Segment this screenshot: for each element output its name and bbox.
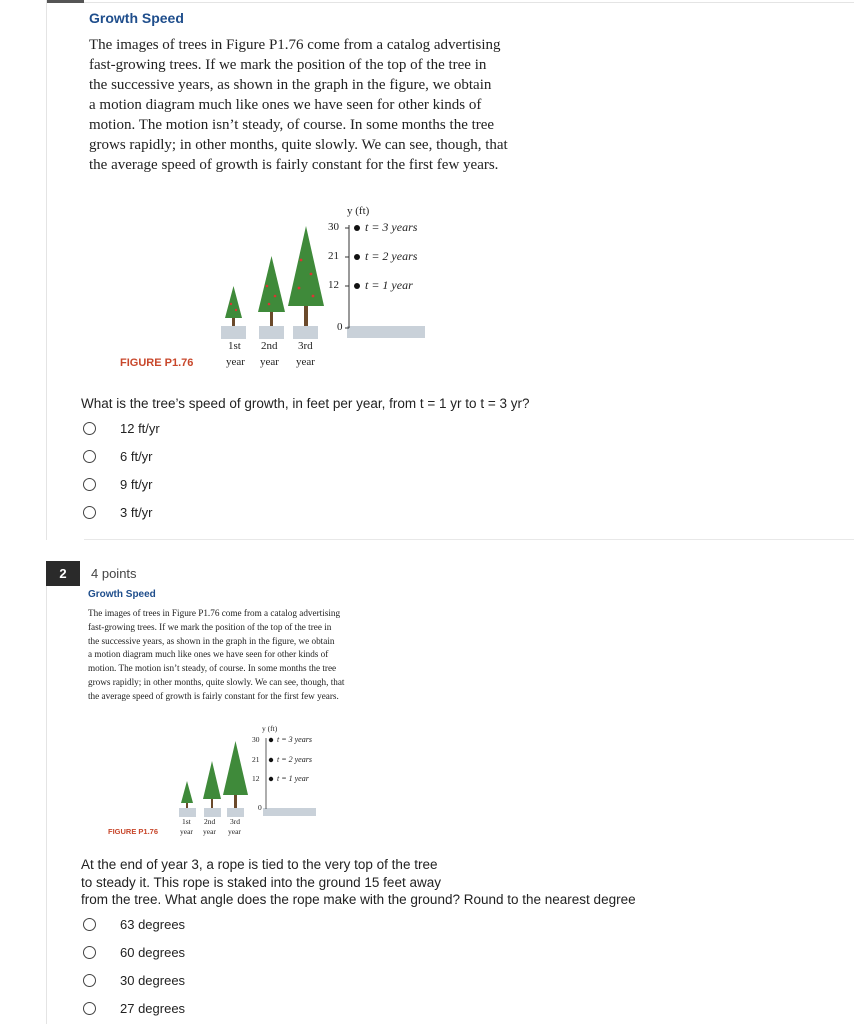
motion-point — [269, 758, 273, 762]
tree-year-3-icon — [223, 741, 248, 808]
ground-strip — [347, 326, 425, 338]
q1-figure — [115, 200, 435, 380]
q2-option[interactable] — [83, 917, 185, 932]
q1-year-label: year — [260, 356, 279, 368]
q1-paragraph-line: grows rapidly; in other months, quite slowly. We can see, though, that — [89, 137, 508, 153]
q2-paragraph-line: The images of trees in Figure P1.76 come from a catalog advertising — [88, 608, 341, 618]
q2-option[interactable] — [83, 973, 185, 988]
radio-button[interactable] — [83, 918, 96, 931]
q1-heading: Growth Speed — [89, 10, 184, 26]
q1-paragraph-line: fast-growing trees. If we mark the position of the top of the tree in — [89, 57, 487, 73]
q2-points: 4 points — [91, 566, 137, 581]
q2-paragraph-line: grows rapidly; in other months, quite slowly. We can see, though, that — [88, 676, 345, 687]
q2-year-label: 3rd — [230, 817, 240, 826]
q1-paragraph-line: The images of trees in Figure P1.76 come from a catalog advertising — [89, 37, 501, 53]
q2-year-label: 1st — [182, 817, 191, 826]
q1-paragraph-line: motion. The motion isn’t steady, of course. In some months the tree — [89, 117, 495, 133]
q2-option-label: 30 degrees — [120, 973, 186, 988]
q1-point-label: t = 1 year — [365, 278, 413, 292]
q2-option[interactable] — [83, 1001, 185, 1016]
q2-tick-label: 30 — [252, 735, 260, 744]
ground-strip — [263, 808, 316, 816]
q1-figure-label: FIGURE P1.76 — [120, 357, 194, 369]
q2-tick-label: 21 — [252, 755, 260, 764]
q2-figure-label: FIGURE P1.76 — [108, 827, 159, 836]
motion-point — [269, 738, 273, 742]
q2-question-line: At the end of year 3, a rope is tied to the very top of the tree — [81, 857, 438, 872]
q1-option-label: 6 ft/yr — [120, 449, 153, 464]
q1-tick-label: 0 — [337, 321, 343, 333]
q1-option-label: 9 ft/yr — [120, 477, 153, 492]
q2-tick-label: 12 — [252, 774, 260, 783]
q2-figure — [100, 724, 340, 844]
q1-option[interactable] — [83, 449, 153, 464]
radio-button[interactable] — [83, 506, 96, 519]
q1-option[interactable] — [83, 477, 153, 492]
q1-option[interactable] — [83, 505, 153, 520]
q1-paragraph — [89, 35, 547, 175]
q2-tick-label: 0 — [258, 803, 262, 812]
question-number-badge: 2 — [46, 561, 80, 586]
ground-tile — [221, 326, 246, 339]
radio-button[interactable] — [83, 974, 96, 987]
q2-question-text — [81, 856, 636, 909]
ground-tile — [204, 808, 221, 817]
q2-year-label: year — [228, 827, 241, 836]
q2-paragraph — [88, 607, 400, 704]
q1-year-label: 1st — [228, 340, 241, 352]
q2-heading: Growth Speed — [88, 589, 156, 600]
q2-year-label: year — [180, 827, 193, 836]
q2-paragraph-line: the average speed of growth is fairly constant for the first few years. — [88, 690, 339, 701]
motion-point — [354, 225, 360, 231]
q2-question-line: from the tree. What angle does the rope make with the ground? Round to the nearest degree — [81, 892, 636, 907]
ground-tile — [179, 808, 196, 817]
q1-tick-label: 12 — [328, 279, 339, 291]
q1-paragraph-line: the successive years, as shown in the graph in the figure, we obtain — [89, 77, 492, 93]
motion-point — [354, 254, 360, 260]
question-1-border — [46, 0, 47, 540]
tree-year-2-icon — [258, 256, 285, 326]
q1-paragraph-line: a motion diagram much like ones we have seen for other kinds of — [89, 97, 482, 113]
motion-point — [354, 283, 360, 289]
q2-axis-label: y (ft) — [262, 724, 278, 733]
q2-paragraph-line: fast-growing trees. If we mark the position of the top of the tree in — [88, 621, 332, 632]
question-top-rule — [84, 2, 854, 3]
q1-option-label: 12 ft/yr — [120, 421, 160, 436]
q2-paragraph-line: a motion diagram much like ones we have seen for other kinds of — [88, 649, 329, 660]
q2-paragraph-line: the successive years, as shown in the graph in the figure, we obtain — [88, 635, 335, 646]
ground-tile — [293, 326, 318, 339]
q2-point-label: t = 3 years — [277, 735, 312, 744]
q1-point-label: t = 2 years — [365, 249, 418, 263]
question-2-border — [46, 561, 47, 1024]
q1-option-label: 3 ft/yr — [120, 505, 153, 520]
q1-option[interactable] — [83, 421, 160, 436]
question-divider — [84, 539, 854, 540]
q1-question-text: What is the tree’s speed of growth, in feet per year, from t = 1 yr to t = 3 yr? — [81, 396, 530, 411]
q2-point-label: t = 1 year — [277, 774, 309, 783]
q2-option-label: 60 degrees — [120, 945, 186, 960]
q2-year-label: 2nd — [204, 817, 216, 826]
q2-question-line: to steady it. This rope is staked into the ground 15 feet away — [81, 874, 441, 890]
q2-point-label: t = 2 years — [277, 755, 312, 764]
radio-button[interactable] — [83, 1002, 96, 1015]
tree-year-1-icon — [225, 286, 242, 326]
q1-year-label: year — [296, 356, 315, 368]
q1-year-label: 2nd — [261, 340, 278, 352]
ground-tile — [259, 326, 284, 339]
q1-point-label: t = 3 years — [365, 220, 418, 234]
q2-option[interactable] — [83, 945, 185, 960]
tree-year-2-icon — [203, 761, 221, 808]
radio-button[interactable] — [83, 450, 96, 463]
motion-point — [269, 777, 273, 781]
q1-paragraph-line: the average speed of growth is fairly constant for the first few years. — [89, 157, 499, 173]
question-top-bar — [46, 0, 84, 3]
q1-tick-label: 30 — [328, 221, 339, 233]
tree-year-1-icon — [181, 781, 193, 808]
tree-year-3-icon — [288, 226, 324, 326]
q1-year-label: 3rd — [298, 340, 313, 352]
q1-tick-label: 21 — [328, 250, 339, 262]
radio-button[interactable] — [83, 422, 96, 435]
ground-tile — [227, 808, 244, 817]
q2-year-label: year — [203, 827, 216, 836]
q2-paragraph-line: motion. The motion isn’t steady, of course. In some months the tree — [88, 663, 337, 674]
q1-year-label: year — [226, 356, 245, 368]
q1-axis-label: y (ft) — [347, 205, 370, 217]
q2-option-label: 63 degrees — [120, 917, 186, 932]
q2-option-label: 27 degrees — [120, 1001, 186, 1016]
radio-button[interactable] — [83, 946, 96, 959]
radio-button[interactable] — [83, 478, 96, 491]
